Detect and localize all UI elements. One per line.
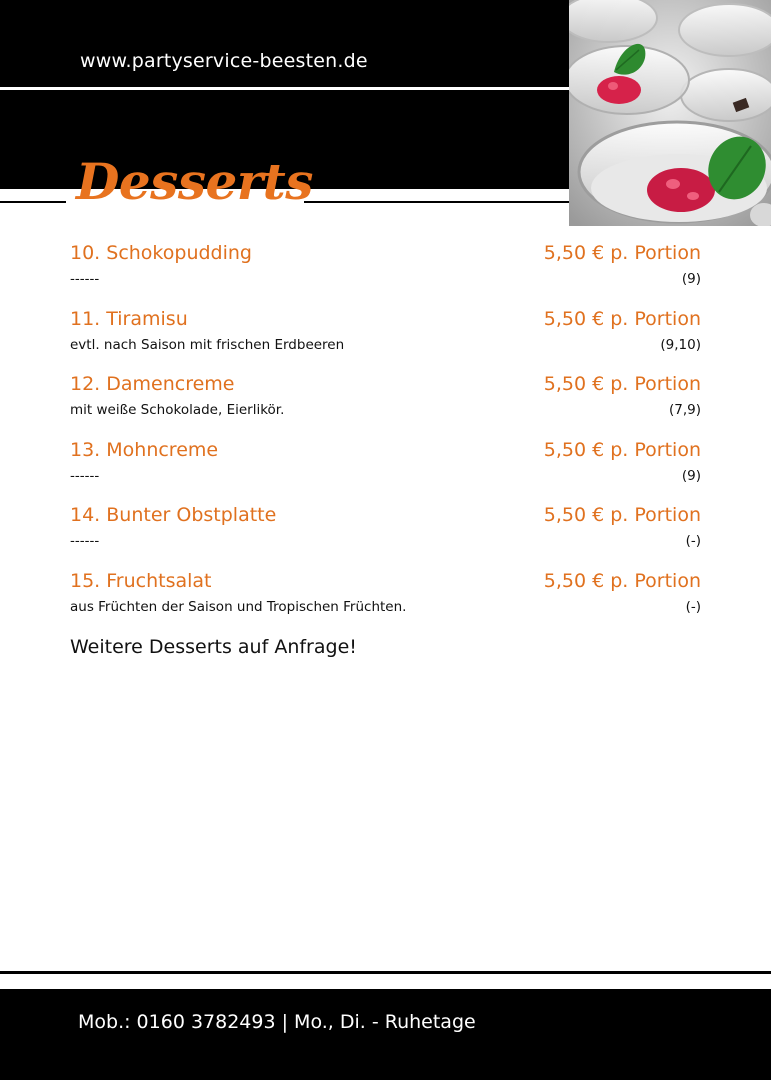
item-allergens: (9) bbox=[681, 467, 701, 484]
item-description: ------ bbox=[70, 467, 100, 484]
item-description: mit weiße Schokolade, Eierlikör. bbox=[70, 402, 285, 419]
title-rule-right bbox=[304, 201, 569, 203]
item-price: 5,50 € p. Portion bbox=[543, 569, 701, 592]
page-title: Desserts bbox=[76, 152, 313, 211]
item-price: 5,50 € p. Portion bbox=[543, 373, 701, 396]
item-description: ------ bbox=[70, 271, 100, 287]
item-name: 14. Bunter Obstplatte bbox=[70, 504, 277, 527]
item-allergens: (7,9) bbox=[668, 402, 701, 419]
dessert-photo bbox=[569, 0, 771, 226]
item-price: 5,50 € p. Portion bbox=[543, 307, 701, 330]
website-url[interactable]: www.partyservice-beesten.de bbox=[80, 50, 368, 72]
item-description: aus Früchten der Saison und Tropischen Früchten. bbox=[70, 598, 407, 615]
footer-contact: Mob.: 0160 3782493 | Mo., Di. - Ruhetage bbox=[78, 1011, 476, 1033]
item-allergens: (-) bbox=[685, 533, 701, 550]
list-item bbox=[70, 240, 701, 306]
item-price: 5,50 € p. Portion bbox=[543, 504, 701, 527]
list-item bbox=[70, 568, 701, 634]
item-description: evtl. nach Saison mit frischen Erdbeeren bbox=[70, 336, 345, 353]
item-price: 5,50 € p. Portion bbox=[543, 438, 701, 461]
list-item bbox=[70, 437, 701, 503]
item-allergens: (-) bbox=[685, 598, 701, 615]
item-price: 5,50 € p. Portion bbox=[543, 242, 701, 264]
list-item bbox=[70, 502, 701, 568]
more-desserts-note: Weitere Desserts auf Anfrage! bbox=[70, 636, 357, 658]
item-name: 10. Schokopudding bbox=[70, 242, 252, 264]
dessert-glasses-image bbox=[569, 0, 771, 226]
dessert-list bbox=[70, 240, 701, 634]
item-name: 12. Damencreme bbox=[70, 373, 235, 396]
item-description: ------ bbox=[70, 533, 100, 550]
list-item bbox=[70, 371, 701, 437]
list-item bbox=[70, 306, 701, 372]
footer-divider bbox=[0, 971, 771, 974]
item-name: 13. Mohncreme bbox=[70, 438, 219, 461]
title-rule-left bbox=[0, 201, 66, 203]
item-name: 11. Tiramisu bbox=[70, 307, 188, 330]
item-allergens: (9) bbox=[681, 271, 701, 287]
header-divider bbox=[0, 87, 569, 90]
item-allergens: (9,10) bbox=[660, 336, 701, 353]
item-name: 15. Fruchtsalat bbox=[70, 569, 212, 592]
